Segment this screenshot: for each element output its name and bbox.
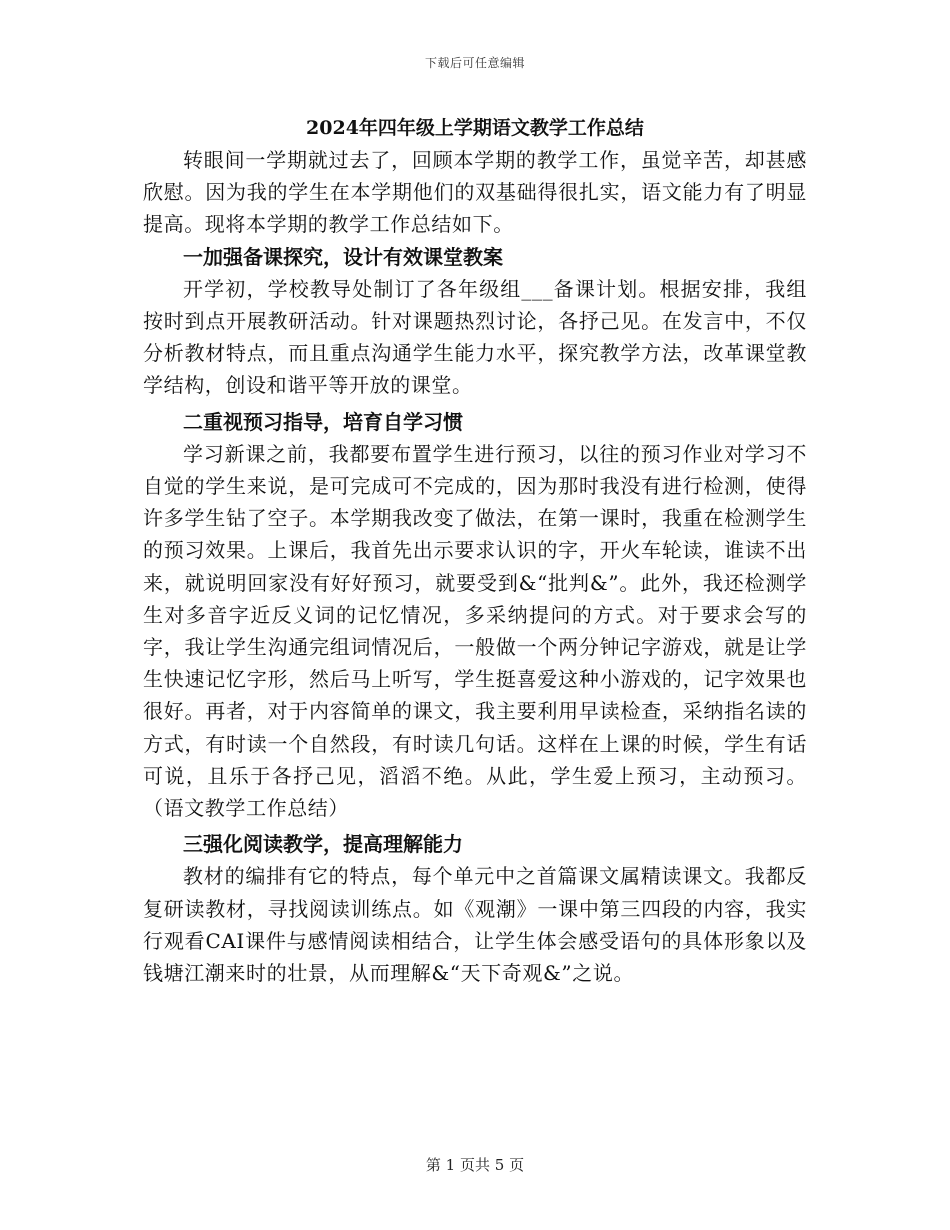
section-heading-1: 一加强备课探究，设计有效课堂教案 <box>183 244 503 269</box>
document-body <box>143 112 807 989</box>
intro-paragraph: 转眼间一学期就过去了，回顾本学期的教学工作，虽觉辛苦，却甚感欣慰。因为我的学生在本学期他们的双基础得很扎实，语文能力有了明显提高。现将本学期的教学工作总结如下。 <box>143 148 807 237</box>
section-body-1: 开学初，学校教导处制订了各年级组___备课计划。根据安排，我组按时到点开展教研活动。针对课题热烈讨论，各抒己见。在发言中，不仅分析教材特点，而且重点沟通学生能力水平，探究教学方法，改革课堂教学结构，创设和谐平等开放的课堂。 <box>143 276 807 398</box>
document-title: 2024年四年级上学期语文教学工作总结 <box>306 117 644 139</box>
page-footer: 第 1 页共 5 页 <box>425 1156 525 1174</box>
page-header: 下载后可任意编辑 <box>424 56 525 70</box>
section-heading-2: 二重视预习指导，培育自学习惯 <box>183 409 463 434</box>
section-body-3: 教材的编排有它的特点，每个单元中之首篇课文属精读课文。我都反复研读教材，寻找阅读训练点。如《观潮》一课中第三四段的内容，我实行观看CAI课件与感情阅读相结合，让学生体会感受语句的具体形象以及钱塘江潮来时的壮景，从而理解&“天下奇观&”之说。 <box>143 864 807 986</box>
section-heading-3: 三强化阅读教学，提高理解能力 <box>183 832 463 857</box>
section-body-2: 学习新课之前，我都要布置学生进行预习，以往的预习作业对学习不自觉的学生来说，是可完成可不完成的，因为那时我没有进行检测，使得许多学生钻了空子。本学期我改变了做法，在第一课时，我重在检测学生的预习效果。上课后，我首先出示要求认识的字，开火车轮读，谁读不出来，就说明回家没有好好预习，就要受到&“批判&”。此外，我还检测学生对多音字近反义词的记忆情况，多采纳提问的方式。对于要求会写的字，我让学生沟通完组词情况后，一般做一个两分钟记字游戏，就是让学生快速记忆字形，然后马上听写，学生挺喜爱这种小游戏的，记字效果也很好。再者，对于内容简单的课文，我主要利用早读检查，采纳指名读的方式，有时读一个自然段，有时读几句话。这样在上课的时候，学生有话可说，且乐于各抒己见，滔滔不绝。从此，学生爱上预习，主动预习。（语文教学工作总结） <box>143 441 807 821</box>
